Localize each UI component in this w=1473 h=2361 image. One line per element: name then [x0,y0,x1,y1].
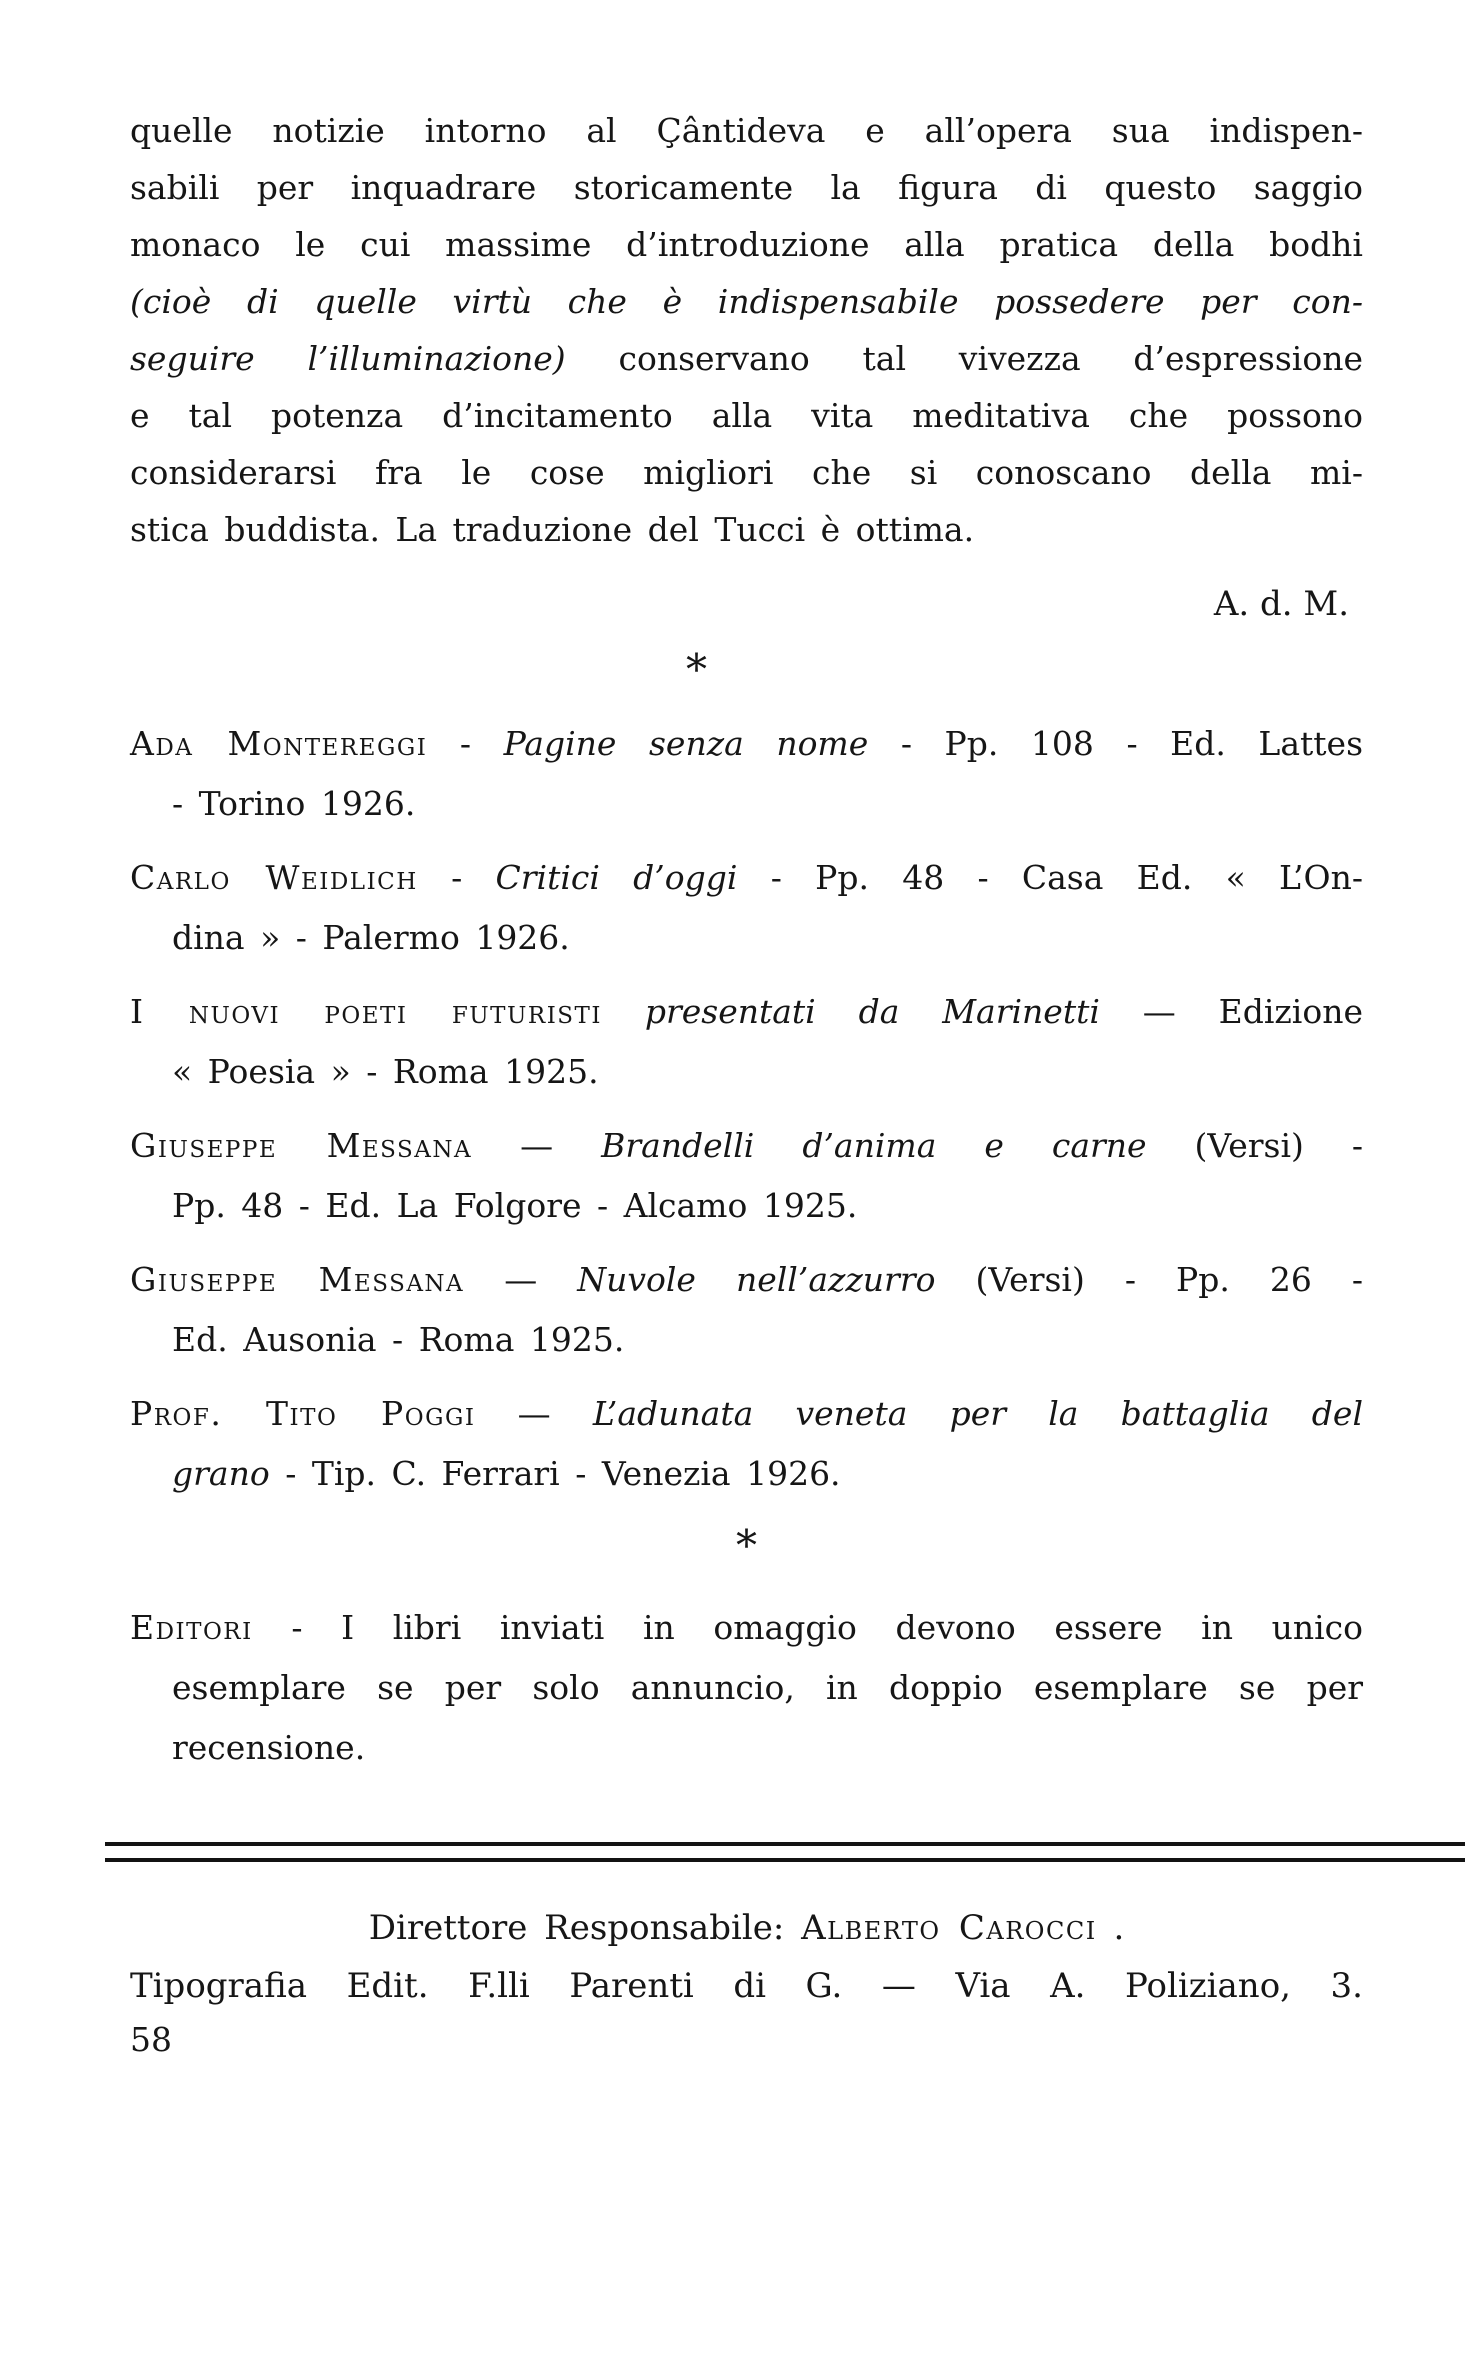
regular-text: - Pp. 108 - Ed. Lattes [868,724,1363,763]
regular-text: recensione. [172,1728,366,1767]
bibliography-entry [130,1116,1363,1236]
bibliography-entry [130,982,1363,1102]
italic-text: Nuvole nell’azzurro [577,1260,936,1299]
text-line [130,102,1363,159]
regular-text: esemplare se per solo annuncio, in doppio esemplare se per [172,1668,1363,1707]
italic-text: (cioè di quelle virtù che è indispensabile possedere per con- [130,282,1363,321]
text-line [130,1598,1363,1658]
text-line [130,501,1363,558]
smallcaps-text: I nuovi poeti futuristi [130,992,602,1031]
regular-text: considerarsi fra le cose migliori che si conoscano della mi- [130,453,1363,492]
regular-text: - [427,724,504,763]
regular-text: « Poesia » - Roma 1925. [172,1052,599,1091]
bibliography-entry [130,714,1363,834]
smallcaps-text: Carlo Weidlich [130,858,418,897]
director-line [130,1906,1363,1950]
regular-text: (Versi) - [1146,1126,1364,1165]
text-line [130,1042,1363,1102]
italic-text: seguire l’illuminazione) [130,339,566,378]
regular-text: — [475,1394,593,1433]
review-paragraph [130,102,1363,558]
regular-text: sabili per inquadrare storicamente la figura di questo saggio [130,168,1363,207]
regular-text: dina » - Palermo 1926. [172,918,570,957]
regular-text: - I libri inviati in omaggio devono essere in unico [252,1608,1363,1647]
text-line [130,1658,1363,1718]
regular-text: Pp. 48 - Ed. La Folgore - Alcamo 1925. [172,1186,858,1225]
text-line [130,848,1363,908]
text-line [130,387,1363,444]
smallcaps-text: Alberto Carocci [801,1908,1097,1948]
text-line [130,774,1363,834]
text-line [130,714,1363,774]
section-divider-star: * [686,645,707,694]
regular-text: conservano tal vivezza d’espressione [565,339,1363,378]
regular-text: monaco le cui massime d’introduzione alla pratica della bodhi [130,225,1363,264]
bibliography-entry [130,848,1363,968]
smallcaps-text: Editori [130,1608,253,1647]
italic-text: Pagine senza nome [503,724,869,763]
regular-text: Direttore Responsabile: [368,1908,802,1948]
bibliography-entry [130,1384,1363,1504]
text-line [130,273,1363,330]
text-line [130,330,1363,387]
regular-text: — [464,1260,578,1299]
typography-line: Tipografia Edit. F.lli Parenti di G. — Via A. Poliziano, 3. [130,1966,1363,2006]
bibliography-list [130,714,1363,1504]
italic-text: grano [172,1454,270,1493]
page-number: 58 [130,2020,172,2059]
regular-text: quelle notizie intorno al Çântideva e all’opera sua indispen- [130,111,1363,150]
italic-text: presentati da Marinetti [644,992,1100,1031]
regular-text: (Versi) - Pp. 26 - [935,1260,1364,1299]
regular-text: - Pp. 48 - Casa Ed. « L’On- [737,858,1363,897]
regular-text: e tal potenza d’incitamento alla vita meditativa che possono [130,396,1363,435]
regular-text: - Torino 1926. [172,784,416,823]
bibliography-entry [130,1250,1363,1370]
regular-text: . [1096,1908,1125,1948]
regular-text: - [417,858,496,897]
regular-text: Ed. Ausonia - Roma 1925. [172,1320,625,1359]
editors-note [130,1598,1363,1778]
text-line [130,1444,1363,1504]
regular-text: — Edizione [1099,992,1363,1031]
smallcaps-text: Prof. Tito Poggi [130,1394,476,1433]
section-divider-star: * [736,1521,757,1570]
text-line [130,908,1363,968]
regular-text [602,992,645,1031]
smallcaps-text: Giuseppe Messana [130,1126,473,1165]
text-line [130,444,1363,501]
smallcaps-text: Giuseppe Messana [130,1260,465,1299]
text-line [130,1250,1363,1310]
italic-text: L’adunata veneta per la battaglia del [592,1394,1364,1433]
italic-text: Critici d’oggi [495,858,738,897]
text-line [130,1116,1363,1176]
double-horizontal-rule [105,1842,1465,1862]
regular-text: - Tip. C. Ferrari - Venezia 1926. [269,1454,841,1493]
italic-text: Brandelli d’anima e carne [601,1126,1147,1165]
text-line [130,982,1363,1042]
text-line [130,216,1363,273]
regular-text: stica buddista. La traduzione del Tucci è ottima. [130,510,975,549]
text-line [130,1176,1363,1236]
smallcaps-text: Ada Montereggi [130,724,428,763]
text-line [130,1310,1363,1370]
reviewer-initials: A. d. M. [1213,584,1349,624]
text-line [130,1384,1363,1444]
text-line [130,159,1363,216]
regular-text: — [472,1126,602,1165]
text-line [130,1718,1363,1778]
